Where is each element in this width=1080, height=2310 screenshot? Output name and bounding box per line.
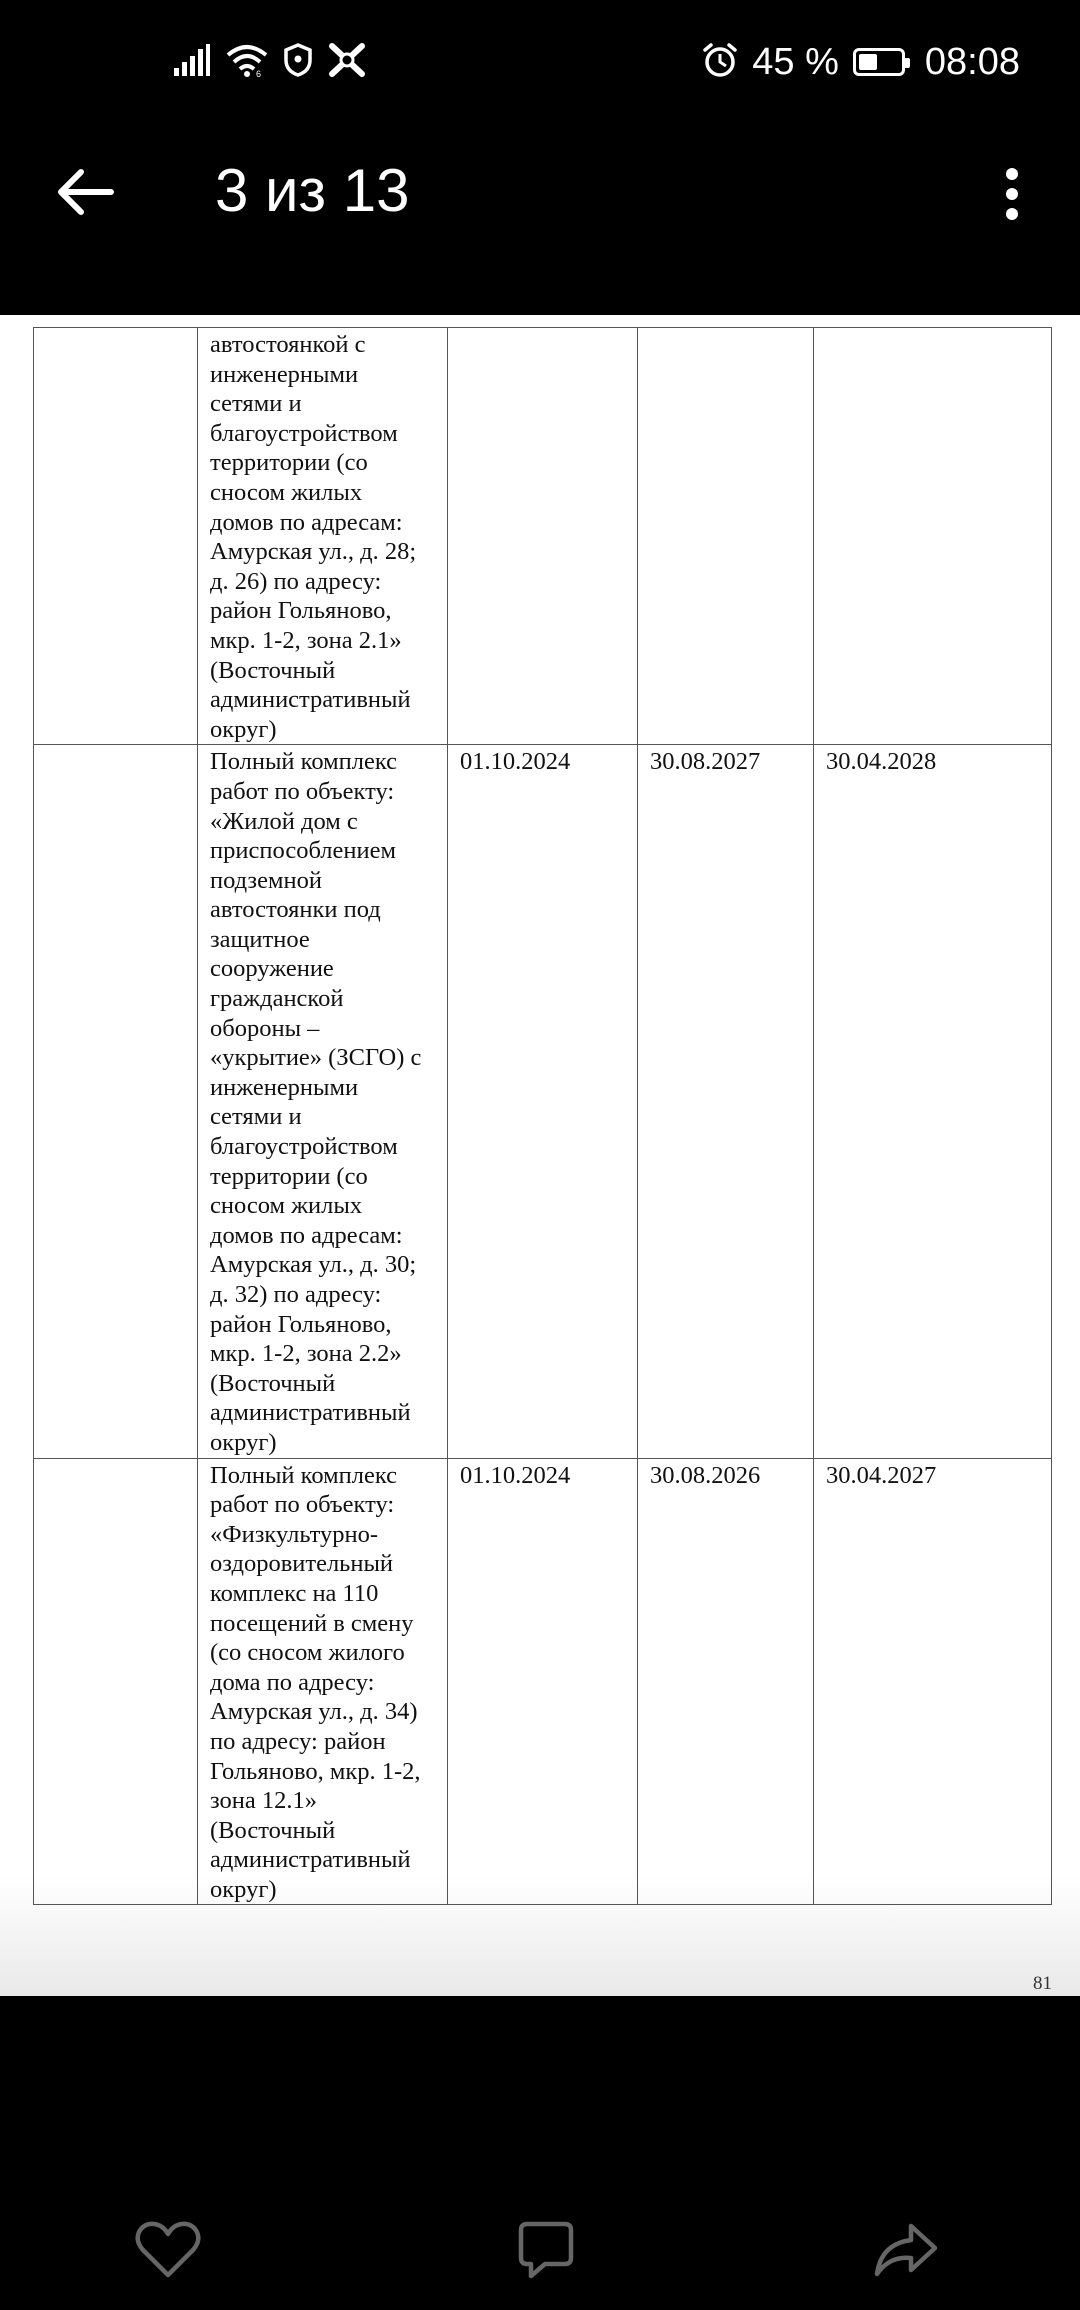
table-cell-start-date: 01.10.2024 [448,745,638,1458]
wifi-icon [226,43,268,82]
signal-icon [174,44,210,81]
table-cell-end-date [638,328,814,745]
alarm-icon [702,42,738,83]
comment-button[interactable] [506,2210,586,2290]
table-cell-start-date [448,328,638,745]
table-cell-description: Полный комплекс работ по объекту: «Физкультурно- оздоровительный комплекс на 110 посещений в смену (со сносом жилого дома по адресу: Амурская ул., д. 34) по адресу: район Гольяново, мкр. 1-2, зона 12.1» (Восточный административный округ) [198,1458,448,1905]
vpn-shield-icon [284,43,312,82]
more-vertical-icon [1005,168,1019,220]
table-cell-index [34,328,198,745]
table-cell-index [34,1458,198,1905]
arrow-left-icon [55,167,115,217]
heart-icon [135,2221,201,2279]
battery-icon [853,48,905,76]
viewer-toolbar [0,125,1080,315]
share-button[interactable] [866,2210,946,2290]
table-cell-deadline: 30.04.2027 [814,1458,1052,1905]
table-cell-end-date: 30.08.2027 [638,745,814,1458]
table-cell-start-date: 01.10.2024 [448,1458,638,1905]
favorite-button[interactable] [128,2210,208,2290]
page-number: 81 [1033,1973,1052,1994]
battery-percent: 45 % [752,40,839,83]
comment-icon [517,2220,575,2280]
page-counter: 3 из 13 [215,157,410,224]
table-cell-deadline [814,328,1052,745]
clock: 08:08 [924,40,1020,83]
table-cell-index [34,745,198,1458]
status-icons-right [702,36,1020,88]
more-options-button[interactable] [982,159,1042,229]
share-icon [873,2222,939,2278]
table-row [34,328,1052,745]
schedule-table [33,327,1052,1905]
back-button[interactable] [50,157,120,227]
table-cell-deadline: 30.04.2028 [814,745,1052,1458]
status-icons-left [174,40,366,85]
document-page[interactable] [0,315,1080,1996]
table-cell-description: автостоянкой с инженерными сетями и благоустройством территории (со сносом жилых домов по адресам: Амурская ул., д. 28; д. 26) по адресу: район Гольяново, мкр. 1-2, зона 2.1» (Восточный административный округ) [198,328,448,745]
bottom-action-bar [0,2150,1080,2310]
table-row [34,1458,1052,1905]
table-row [34,745,1052,1458]
status-bar [0,0,1080,125]
svg-text:6: 6 [256,69,262,77]
battery-level [859,54,877,70]
table-cell-description: Полный комплекс работ по объекту: «Жилой дом с приспособлением подземной автостоянки под защитное сооружение гражданской обороны – «укрытие» (ЗСГО) с инженерными сетями и благоустройством территории (со сносом жилых домов по адресам: Амурская ул., д. 30; д. 32) по адресу: район Гольяново, мкр. 1-2, зона 2.2» (Восточный административный округ) [198,745,448,1458]
table-cell-end-date: 30.08.2026 [638,1458,814,1905]
app-notification-icon [328,42,366,83]
